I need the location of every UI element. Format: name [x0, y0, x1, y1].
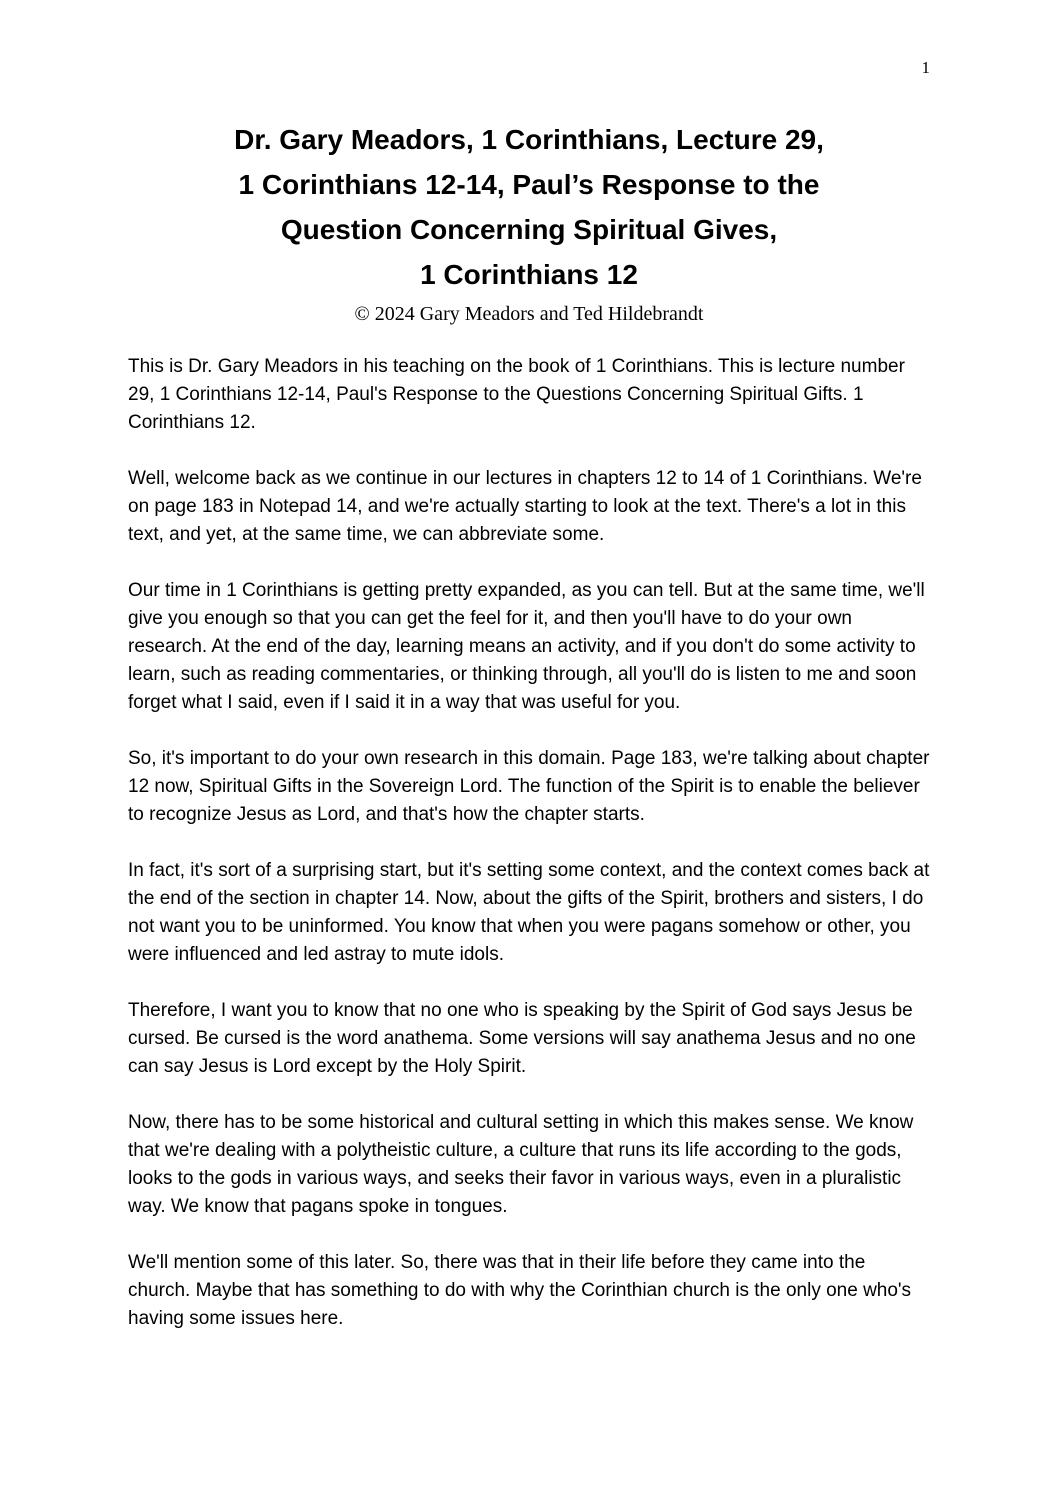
document-title [128, 117, 930, 297]
copyright-line: © 2024 Gary Meadors and Ted Hildebrandt [354, 303, 704, 325]
paragraph-8: We'll mention some of this later. So, there was that in their life before they came into the church. Maybe that has something to do with why the Corinthian church is the only one who's having some issues here. [128, 1252, 912, 1329]
paragraph-3: Our time in 1 Corinthians is getting pretty expanded, as you can tell. But at the same time, we'll give you enough so that you can get the feel for it, and then you'll have to do your own research. At the end of the day, learning means an activity, and if you don't do some activity to learn, such as reading commentaries, or thinking through, all you'll do is listen to me and soon forget what I said, even if I said it in a way that was useful for you. [128, 580, 925, 713]
paragraph-2: Well, welcome back as we continue in our lectures in chapters 12 to 14 of 1 Corinthians. We're on page 183 in Notepad 14, and we're actually starting to look at the text. There's a lot in this text, and yet, at the same time, we can abbreviate some. [128, 468, 922, 545]
paragraph-1: This is Dr. Gary Meadors in his teaching on the book of 1 Corinthians. This is lecture number 29, 1 Corinthians 12-14, Paul's Response to the Questions Concerning Spiritual Gifts. 1 Corinthians 12. [128, 356, 905, 433]
paragraph-5: In fact, it's sort of a surprising start, but it's setting some context, and the context comes back at the end of the section in chapter 14. Now, about the gifts of the Spirit, brothers and sisters, I do not want you to be uninformed. You know that when you were pagans somehow or other, you were influenced and led astray to mute idols. [128, 860, 930, 965]
page-number: 1 [921, 58, 930, 77]
title-line-1: Dr. Gary Meadors, 1 Corinthians, Lecture 29, [234, 124, 824, 155]
title-line-3: Question Concerning Spiritual Gives, [280, 214, 778, 245]
paragraph-4: So, it's important to do your own research in this domain. Page 183, we're talking about chapter 12 now, Spiritual Gifts in the Sovereign Lord. The function of the Spirit is to enable the believer to recognize Jesus as Lord, and that's how the chapter starts. [128, 748, 930, 825]
document-body [128, 353, 930, 1333]
paragraph-7: Now, there has to be some historical and cultural setting in which this makes sense. We know that we're dealing with a polytheistic culture, a culture that runs its life according to the gods, looks to the gods in various ways, and seeks their favor in various ways, even in a pluralistic way. We know that pagans spoke in tongues. [128, 1112, 914, 1217]
paragraph-6: Therefore, I want you to know that no one who is speaking by the Spirit of God says Jesus be cursed. Be cursed is the word anathema. Some versions will say anathema Jesus and no one can say Jesus is Lord except by the Holy Spirit. [128, 1000, 916, 1077]
title-line-2: 1 Corinthians 12-14, Paul’s Response to the [238, 169, 820, 200]
title-line-4: 1 Corinthians 12 [420, 259, 638, 290]
